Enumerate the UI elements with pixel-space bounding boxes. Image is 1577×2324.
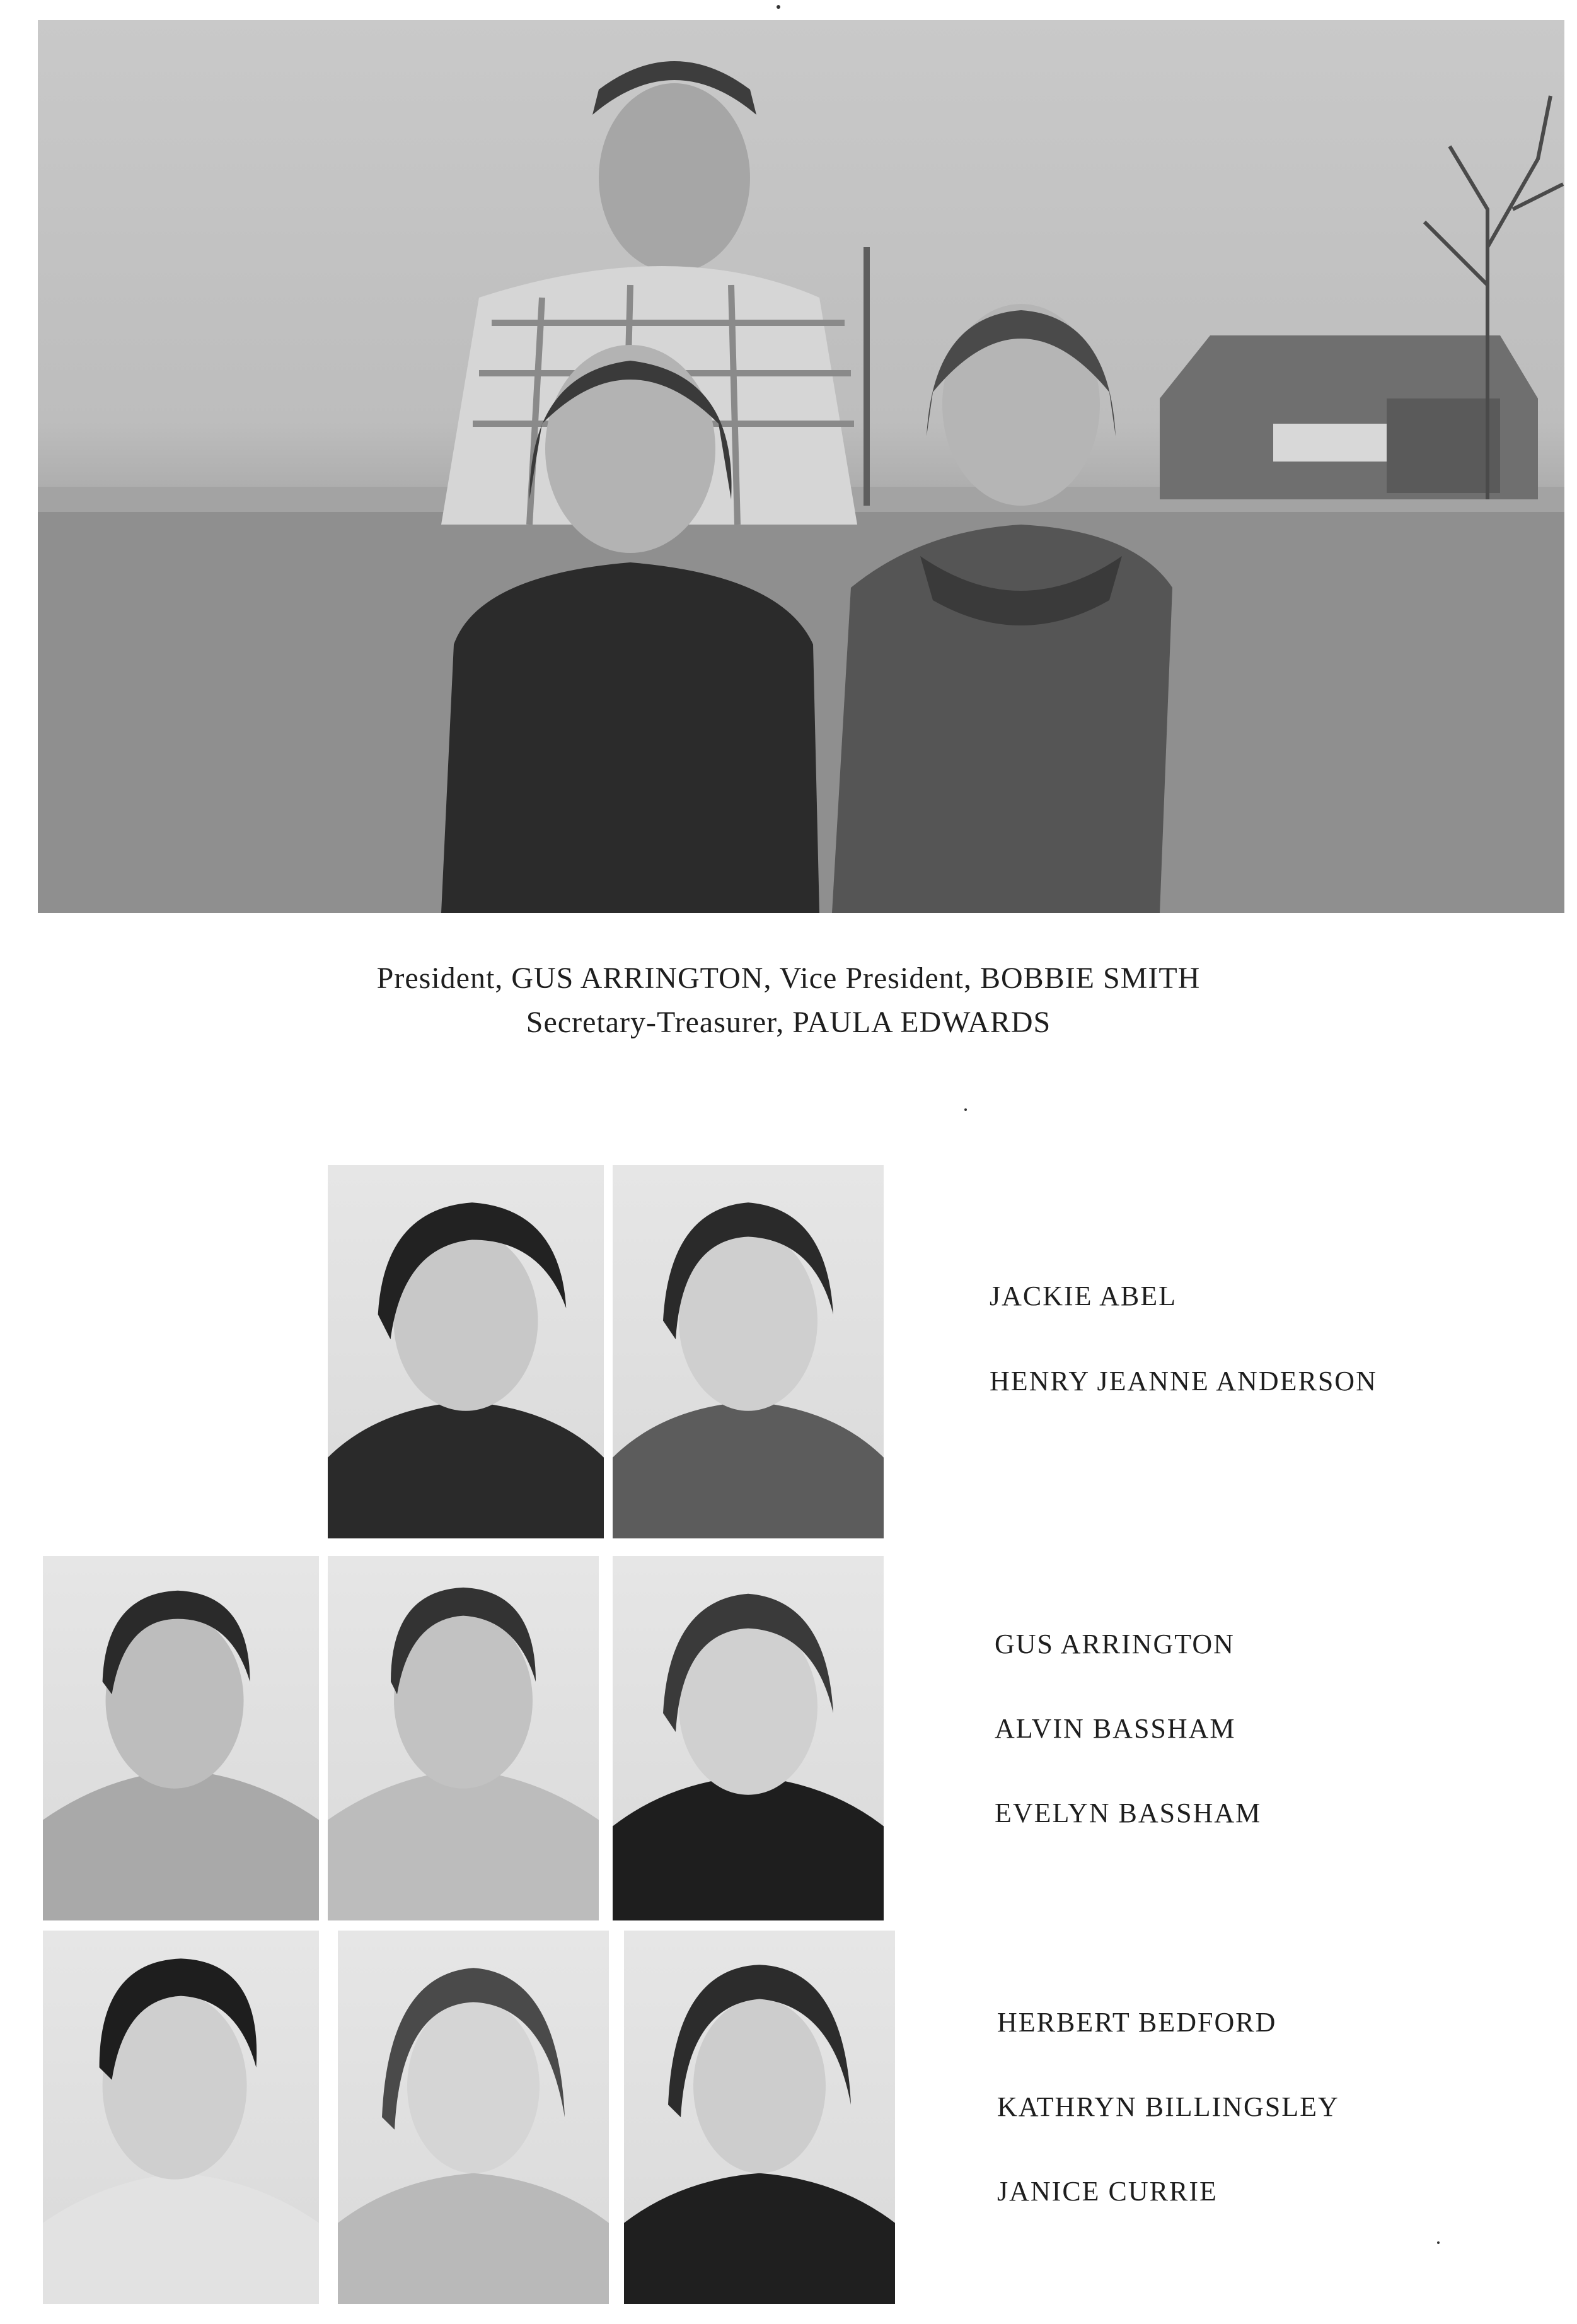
portrait-gus-arrington xyxy=(43,1556,319,1920)
portrait-evelyn-bassham xyxy=(613,1556,884,1920)
name-evelyn-bassham: EVELYN BASSHAM xyxy=(995,1798,1262,1828)
name-alvin-bassham: ALVIN BASSHAM xyxy=(995,1713,1236,1744)
officers-group-photo xyxy=(38,20,1564,913)
print-speck xyxy=(1437,2241,1440,2244)
portrait-janice-currie xyxy=(624,1931,895,2304)
name-janice-currie: JANICE CURRIE xyxy=(997,2176,1218,2207)
print-speck xyxy=(777,5,780,9)
portrait-herbert-bedford xyxy=(43,1931,319,2304)
name-gus-arrington: GUS ARRINGTON xyxy=(995,1629,1235,1659)
officers-caption-line-2: Secretary-Treasurer, PAULA EDWARDS xyxy=(526,1006,1051,1039)
name-kathryn-billingsley: KATHRYN BILLINGSLEY xyxy=(997,2091,1339,2122)
name-herbert-bedford: HERBERT BEDFORD xyxy=(997,2007,1277,2038)
portrait-henry-jeanne-anderson xyxy=(613,1165,884,1538)
print-speck xyxy=(964,1108,967,1111)
portrait-kathryn-billingsley xyxy=(338,1931,609,2304)
name-jackie-abel: JACKIE ABEL xyxy=(990,1281,1177,1311)
name-henry-jeanne-anderson: HENRY JEANNE ANDERSON xyxy=(990,1366,1377,1397)
portrait-alvin-bassham xyxy=(328,1556,599,1920)
portrait-jackie-abel xyxy=(328,1165,604,1538)
officers-caption-line-1: President, GUS ARRINGTON, Vice President, BOBBIE SMITH xyxy=(376,962,1201,995)
